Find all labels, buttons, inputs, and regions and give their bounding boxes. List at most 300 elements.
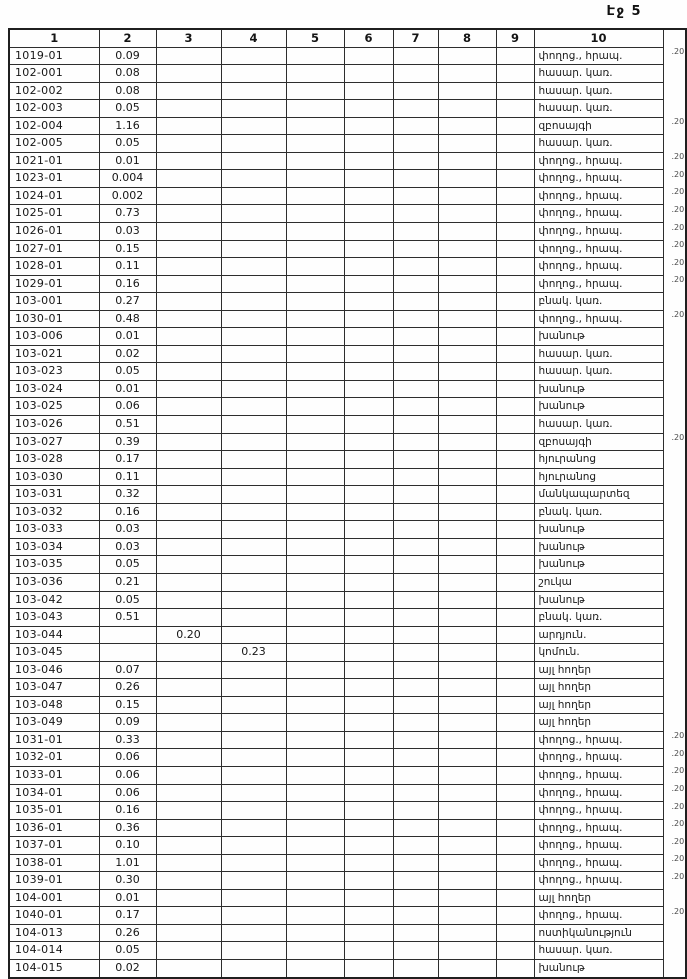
empty-cell-col5 xyxy=(286,451,344,469)
value-cell-col4 xyxy=(221,187,286,205)
table-row xyxy=(9,907,686,925)
parcel-code-cell: 103-047 xyxy=(9,679,99,697)
empty-cell-col6 xyxy=(344,889,393,907)
margin-note xyxy=(663,65,686,83)
landuse-cell: այլ հողեր xyxy=(534,679,663,697)
value-cell-col3 xyxy=(156,837,221,855)
empty-cell-col7 xyxy=(393,223,438,241)
empty-cell-col5 xyxy=(286,872,344,890)
empty-cell-col5 xyxy=(286,240,344,258)
table-row xyxy=(9,731,686,749)
margin-note: .20 xyxy=(671,871,685,881)
value-cell-col2: 0.16 xyxy=(99,802,156,820)
margin-note xyxy=(663,609,686,627)
empty-cell-col5 xyxy=(286,205,344,223)
parcel-code-cell: 104-013 xyxy=(9,924,99,942)
value-cell-col3 xyxy=(156,819,221,837)
empty-cell-col6 xyxy=(344,47,393,65)
empty-cell-col6 xyxy=(344,380,393,398)
value-cell-col2: 0.002 xyxy=(99,187,156,205)
value-cell-col2: 1.01 xyxy=(99,854,156,872)
parcel-code-cell: 103-031 xyxy=(9,486,99,504)
landuse-cell: փողոց., հրապ. xyxy=(534,731,663,749)
empty-cell-col5 xyxy=(286,187,344,205)
empty-cell-col6 xyxy=(344,907,393,925)
landuse-cell: խանութ xyxy=(534,380,663,398)
empty-cell-col6 xyxy=(344,65,393,83)
empty-cell-col8 xyxy=(438,170,496,188)
empty-cell-col9 xyxy=(496,802,534,820)
parcel-code-cell: 103-027 xyxy=(9,433,99,451)
value-cell-col4 xyxy=(221,293,286,311)
empty-cell-col7 xyxy=(393,100,438,118)
empty-cell-col5 xyxy=(286,521,344,539)
value-cell-col4 xyxy=(221,223,286,241)
value-cell-col2: 0.16 xyxy=(99,275,156,293)
value-cell-col2: 0.15 xyxy=(99,696,156,714)
margin-note xyxy=(663,626,686,644)
empty-cell-col9 xyxy=(496,416,534,434)
value-cell-col2: 0.01 xyxy=(99,152,156,170)
empty-cell-col6 xyxy=(344,644,393,662)
empty-cell-col5 xyxy=(286,889,344,907)
empty-cell-col9 xyxy=(496,380,534,398)
empty-cell-col9 xyxy=(496,433,534,451)
value-cell-col2: 0.01 xyxy=(99,889,156,907)
value-cell-col2: 0.06 xyxy=(99,398,156,416)
empty-cell-col9 xyxy=(496,942,534,960)
empty-cell-col6 xyxy=(344,538,393,556)
empty-cell-col7 xyxy=(393,679,438,697)
value-cell-col4 xyxy=(221,749,286,767)
value-cell-col2: 0.26 xyxy=(99,924,156,942)
value-cell-col3 xyxy=(156,679,221,697)
value-cell-col3 xyxy=(156,416,221,434)
value-cell-col3 xyxy=(156,661,221,679)
empty-cell-col7 xyxy=(393,609,438,627)
empty-cell-col8 xyxy=(438,275,496,293)
table-row xyxy=(9,503,686,521)
margin-note xyxy=(663,398,686,416)
value-cell-col3 xyxy=(156,609,221,627)
value-cell-col2: 0.05 xyxy=(99,591,156,609)
value-cell-col3 xyxy=(156,275,221,293)
value-cell-col2: 0.16 xyxy=(99,503,156,521)
empty-cell-col8 xyxy=(438,924,496,942)
empty-cell-col9 xyxy=(496,451,534,469)
value-cell-col3 xyxy=(156,731,221,749)
empty-cell-col9 xyxy=(496,152,534,170)
empty-cell-col8 xyxy=(438,538,496,556)
empty-cell-col7 xyxy=(393,907,438,925)
value-cell-col4 xyxy=(221,907,286,925)
table-row xyxy=(9,837,686,855)
empty-cell-col5 xyxy=(286,416,344,434)
value-cell-col2: 0.03 xyxy=(99,223,156,241)
margin-note xyxy=(663,889,686,907)
margin-note xyxy=(663,556,686,574)
empty-cell-col6 xyxy=(344,82,393,100)
table-row xyxy=(9,626,686,644)
empty-cell-col7 xyxy=(393,451,438,469)
value-cell-col2: 0.07 xyxy=(99,661,156,679)
value-cell-col2: 0.05 xyxy=(99,942,156,960)
empty-cell-col5 xyxy=(286,486,344,504)
margin-note: .20 xyxy=(671,310,685,320)
empty-cell-col7 xyxy=(393,117,438,135)
empty-cell-col7 xyxy=(393,784,438,802)
empty-cell-col6 xyxy=(344,100,393,118)
table-row xyxy=(9,802,686,820)
parcel-code-cell: 104-014 xyxy=(9,942,99,960)
value-cell-col4 xyxy=(221,275,286,293)
empty-cell-col5 xyxy=(286,819,344,837)
value-cell-col4 xyxy=(221,433,286,451)
empty-cell-col8 xyxy=(438,468,496,486)
parcel-code-cell: 103-043 xyxy=(9,609,99,627)
empty-cell-col7 xyxy=(393,293,438,311)
empty-cell-col6 xyxy=(344,854,393,872)
table-row xyxy=(9,661,686,679)
value-cell-col2: 0.51 xyxy=(99,609,156,627)
column-header-2: 2 xyxy=(99,29,156,47)
empty-cell-col7 xyxy=(393,152,438,170)
empty-cell-col6 xyxy=(344,187,393,205)
empty-cell-col8 xyxy=(438,591,496,609)
empty-cell-col5 xyxy=(286,170,344,188)
empty-cell-col9 xyxy=(496,626,534,644)
empty-cell-col9 xyxy=(496,609,534,627)
value-cell-col3 xyxy=(156,293,221,311)
empty-cell-col6 xyxy=(344,152,393,170)
empty-cell-col9 xyxy=(496,223,534,241)
empty-cell-col6 xyxy=(344,661,393,679)
value-cell-col2: 0.10 xyxy=(99,837,156,855)
empty-cell-col6 xyxy=(344,837,393,855)
column-header-10: 10 xyxy=(534,29,663,47)
empty-cell-col5 xyxy=(286,942,344,960)
margin-note xyxy=(663,82,686,100)
column-header-9: 9 xyxy=(496,29,534,47)
landuse-cell: փողոց., հրապ. xyxy=(534,749,663,767)
empty-cell-col5 xyxy=(286,345,344,363)
empty-cell-col5 xyxy=(286,591,344,609)
empty-cell-col7 xyxy=(393,889,438,907)
parcel-code-cell: 102-003 xyxy=(9,100,99,118)
empty-cell-col9 xyxy=(496,907,534,925)
empty-cell-col8 xyxy=(438,117,496,135)
empty-cell-col9 xyxy=(496,784,534,802)
empty-cell-col7 xyxy=(393,275,438,293)
empty-cell-col9 xyxy=(496,100,534,118)
empty-cell-col5 xyxy=(286,82,344,100)
empty-cell-col9 xyxy=(496,573,534,591)
empty-cell-col7 xyxy=(393,328,438,346)
value-cell-col3 xyxy=(156,433,221,451)
margin-note xyxy=(663,959,686,977)
value-cell-col3 xyxy=(156,573,221,591)
empty-cell-col7 xyxy=(393,363,438,381)
empty-cell-col7 xyxy=(393,538,438,556)
value-cell-col2: 0.06 xyxy=(99,766,156,784)
empty-cell-col6 xyxy=(344,293,393,311)
empty-cell-col9 xyxy=(496,486,534,504)
empty-cell-col9 xyxy=(496,503,534,521)
table-row xyxy=(9,100,686,118)
empty-cell-col8 xyxy=(438,907,496,925)
parcel-code-cell: 1024-01 xyxy=(9,187,99,205)
empty-cell-col8 xyxy=(438,854,496,872)
table-row xyxy=(9,170,686,188)
empty-cell-col6 xyxy=(344,626,393,644)
value-cell-col4 xyxy=(221,819,286,837)
empty-cell-col8 xyxy=(438,345,496,363)
parcel-code-cell: 1029-01 xyxy=(9,275,99,293)
parcel-code-cell: 103-033 xyxy=(9,521,99,539)
empty-cell-col9 xyxy=(496,538,534,556)
value-cell-col2: 0.05 xyxy=(99,100,156,118)
parcel-code-cell: 1038-01 xyxy=(9,854,99,872)
empty-cell-col7 xyxy=(393,556,438,574)
table-row xyxy=(9,784,686,802)
landuse-cell: խանութ xyxy=(534,398,663,416)
table-row xyxy=(9,468,686,486)
parcel-code-cell: 103-024 xyxy=(9,380,99,398)
value-cell-col2: 0.11 xyxy=(99,258,156,276)
empty-cell-col6 xyxy=(344,942,393,960)
parcel-code-cell: 103-046 xyxy=(9,661,99,679)
value-cell-col3 xyxy=(156,766,221,784)
empty-cell-col7 xyxy=(393,47,438,65)
empty-cell-col6 xyxy=(344,433,393,451)
empty-cell-col9 xyxy=(496,959,534,977)
empty-cell-col9 xyxy=(496,556,534,574)
empty-cell-col9 xyxy=(496,65,534,83)
table-row xyxy=(9,644,686,662)
empty-cell-col8 xyxy=(438,82,496,100)
landuse-cell: փողոց., հրապ. xyxy=(534,47,663,65)
value-cell-col4 xyxy=(221,802,286,820)
empty-cell-col5 xyxy=(286,223,344,241)
margin-note xyxy=(663,696,686,714)
value-cell-col2 xyxy=(99,644,156,662)
value-cell-col3 xyxy=(156,959,221,977)
parcel-code-cell: 1026-01 xyxy=(9,223,99,241)
value-cell-col2: 0.01 xyxy=(99,328,156,346)
parcel-code-cell: 103-023 xyxy=(9,363,99,381)
empty-cell-col6 xyxy=(344,959,393,977)
value-cell-col4 xyxy=(221,328,286,346)
column-header-6: 6 xyxy=(344,29,393,47)
table-row xyxy=(9,749,686,767)
empty-cell-col9 xyxy=(496,47,534,65)
table-row xyxy=(9,609,686,627)
empty-cell-col5 xyxy=(286,293,344,311)
empty-cell-col6 xyxy=(344,170,393,188)
value-cell-col2: 0.39 xyxy=(99,433,156,451)
margin-note xyxy=(663,503,686,521)
empty-cell-col9 xyxy=(496,766,534,784)
column-header-3: 3 xyxy=(156,29,221,47)
table-row xyxy=(9,380,686,398)
empty-cell-col5 xyxy=(286,679,344,697)
table-row xyxy=(9,135,686,153)
empty-cell-col6 xyxy=(344,749,393,767)
landuse-cell: խանութ xyxy=(534,521,663,539)
margin-note xyxy=(663,416,686,434)
empty-cell-col7 xyxy=(393,872,438,890)
empty-cell-col6 xyxy=(344,784,393,802)
empty-cell-col5 xyxy=(286,924,344,942)
landuse-cell: այլ հողեր xyxy=(534,714,663,732)
column-header-5: 5 xyxy=(286,29,344,47)
empty-cell-col8 xyxy=(438,205,496,223)
value-cell-col4 xyxy=(221,468,286,486)
empty-cell-col7 xyxy=(393,65,438,83)
empty-cell-col9 xyxy=(496,363,534,381)
parcel-code-cell: 103-021 xyxy=(9,345,99,363)
value-cell-col2 xyxy=(99,626,156,644)
empty-cell-col8 xyxy=(438,187,496,205)
table-row xyxy=(9,486,686,504)
landuse-cell: փողոց., հրապ. xyxy=(534,766,663,784)
table-row xyxy=(9,556,686,574)
table-row xyxy=(9,65,686,83)
empty-cell-col7 xyxy=(393,135,438,153)
empty-cell-col6 xyxy=(344,731,393,749)
empty-cell-col6 xyxy=(344,363,393,381)
parcel-code-cell: 1039-01 xyxy=(9,872,99,890)
value-cell-col3 xyxy=(156,187,221,205)
table-row xyxy=(9,889,686,907)
value-cell-col4 xyxy=(221,240,286,258)
empty-cell-col9 xyxy=(496,187,534,205)
empty-cell-col9 xyxy=(496,521,534,539)
value-cell-col3: 0.20 xyxy=(156,626,221,644)
value-cell-col4 xyxy=(221,486,286,504)
margin-note: .20 xyxy=(671,187,685,197)
table-row xyxy=(9,328,686,346)
value-cell-col4 xyxy=(221,398,286,416)
value-cell-col3 xyxy=(156,714,221,732)
parcel-code-cell: 1019-01 xyxy=(9,47,99,65)
table-row xyxy=(9,293,686,311)
empty-cell-col8 xyxy=(438,626,496,644)
empty-cell-col8 xyxy=(438,398,496,416)
landuse-cell: փողոց., հրապ. xyxy=(534,152,663,170)
value-cell-col2: 0.06 xyxy=(99,749,156,767)
parcel-code-cell: 1033-01 xyxy=(9,766,99,784)
empty-cell-col9 xyxy=(496,714,534,732)
value-cell-col3 xyxy=(156,924,221,942)
value-cell-col2: 0.01 xyxy=(99,380,156,398)
empty-cell-col7 xyxy=(393,82,438,100)
value-cell-col3 xyxy=(156,749,221,767)
value-cell-col2: 0.09 xyxy=(99,47,156,65)
parcel-code-cell: 1037-01 xyxy=(9,837,99,855)
empty-cell-col8 xyxy=(438,363,496,381)
margin-note xyxy=(663,345,686,363)
empty-cell-col8 xyxy=(438,135,496,153)
empty-cell-col8 xyxy=(438,503,496,521)
value-cell-col4 xyxy=(221,609,286,627)
margin-note: .20 xyxy=(671,801,685,811)
empty-cell-col8 xyxy=(438,328,496,346)
empty-cell-col6 xyxy=(344,205,393,223)
empty-cell-col5 xyxy=(286,117,344,135)
empty-cell-col6 xyxy=(344,468,393,486)
landuse-cell: հասար. կառ. xyxy=(534,100,663,118)
empty-cell-col7 xyxy=(393,924,438,942)
value-cell-col3 xyxy=(156,872,221,890)
landuse-cell: հասար. կառ. xyxy=(534,942,663,960)
value-cell-col4 xyxy=(221,696,286,714)
empty-cell-col7 xyxy=(393,170,438,188)
table-header-row xyxy=(9,29,686,47)
empty-cell-col7 xyxy=(393,433,438,451)
margin-note: .20 xyxy=(671,169,685,179)
value-cell-col3 xyxy=(156,240,221,258)
landuse-cell: խանութ xyxy=(534,959,663,977)
empty-cell-col7 xyxy=(393,591,438,609)
empty-cell-col8 xyxy=(438,644,496,662)
empty-cell-col7 xyxy=(393,854,438,872)
empty-cell-col6 xyxy=(344,223,393,241)
empty-cell-col5 xyxy=(286,310,344,328)
empty-cell-col5 xyxy=(286,380,344,398)
value-cell-col4 xyxy=(221,784,286,802)
table-row xyxy=(9,258,686,276)
empty-cell-col8 xyxy=(438,766,496,784)
value-cell-col3 xyxy=(156,696,221,714)
value-cell-col2: 1.16 xyxy=(99,117,156,135)
value-cell-col4 xyxy=(221,942,286,960)
landuse-cell: այլ հողեր xyxy=(534,889,663,907)
empty-cell-col8 xyxy=(438,380,496,398)
empty-cell-col8 xyxy=(438,100,496,118)
empty-cell-col5 xyxy=(286,907,344,925)
empty-cell-col8 xyxy=(438,802,496,820)
empty-cell-col5 xyxy=(286,714,344,732)
table-row xyxy=(9,942,686,960)
empty-cell-col8 xyxy=(438,556,496,574)
value-cell-col2: 0.004 xyxy=(99,170,156,188)
empty-cell-col5 xyxy=(286,661,344,679)
empty-cell-col5 xyxy=(286,609,344,627)
value-cell-col3 xyxy=(156,258,221,276)
margin-note: .20 xyxy=(671,275,685,285)
empty-cell-col9 xyxy=(496,275,534,293)
parcel-code-cell: 103-048 xyxy=(9,696,99,714)
parcel-code-cell: 1032-01 xyxy=(9,749,99,767)
landuse-cell: հասար. կառ. xyxy=(534,82,663,100)
value-cell-col3 xyxy=(156,942,221,960)
value-cell-col4 xyxy=(221,65,286,83)
empty-cell-col8 xyxy=(438,609,496,627)
landuse-cell: բնակ. կառ. xyxy=(534,293,663,311)
empty-cell-col9 xyxy=(496,872,534,890)
parcel-code-cell: 103-006 xyxy=(9,328,99,346)
empty-cell-col9 xyxy=(496,731,534,749)
value-cell-col3 xyxy=(156,854,221,872)
value-cell-col4 xyxy=(221,714,286,732)
empty-cell-col7 xyxy=(393,696,438,714)
empty-cell-col6 xyxy=(344,802,393,820)
value-cell-col2: 0.05 xyxy=(99,135,156,153)
parcel-code-cell: 102-005 xyxy=(9,135,99,153)
value-cell-col4 xyxy=(221,135,286,153)
value-cell-col4 xyxy=(221,205,286,223)
